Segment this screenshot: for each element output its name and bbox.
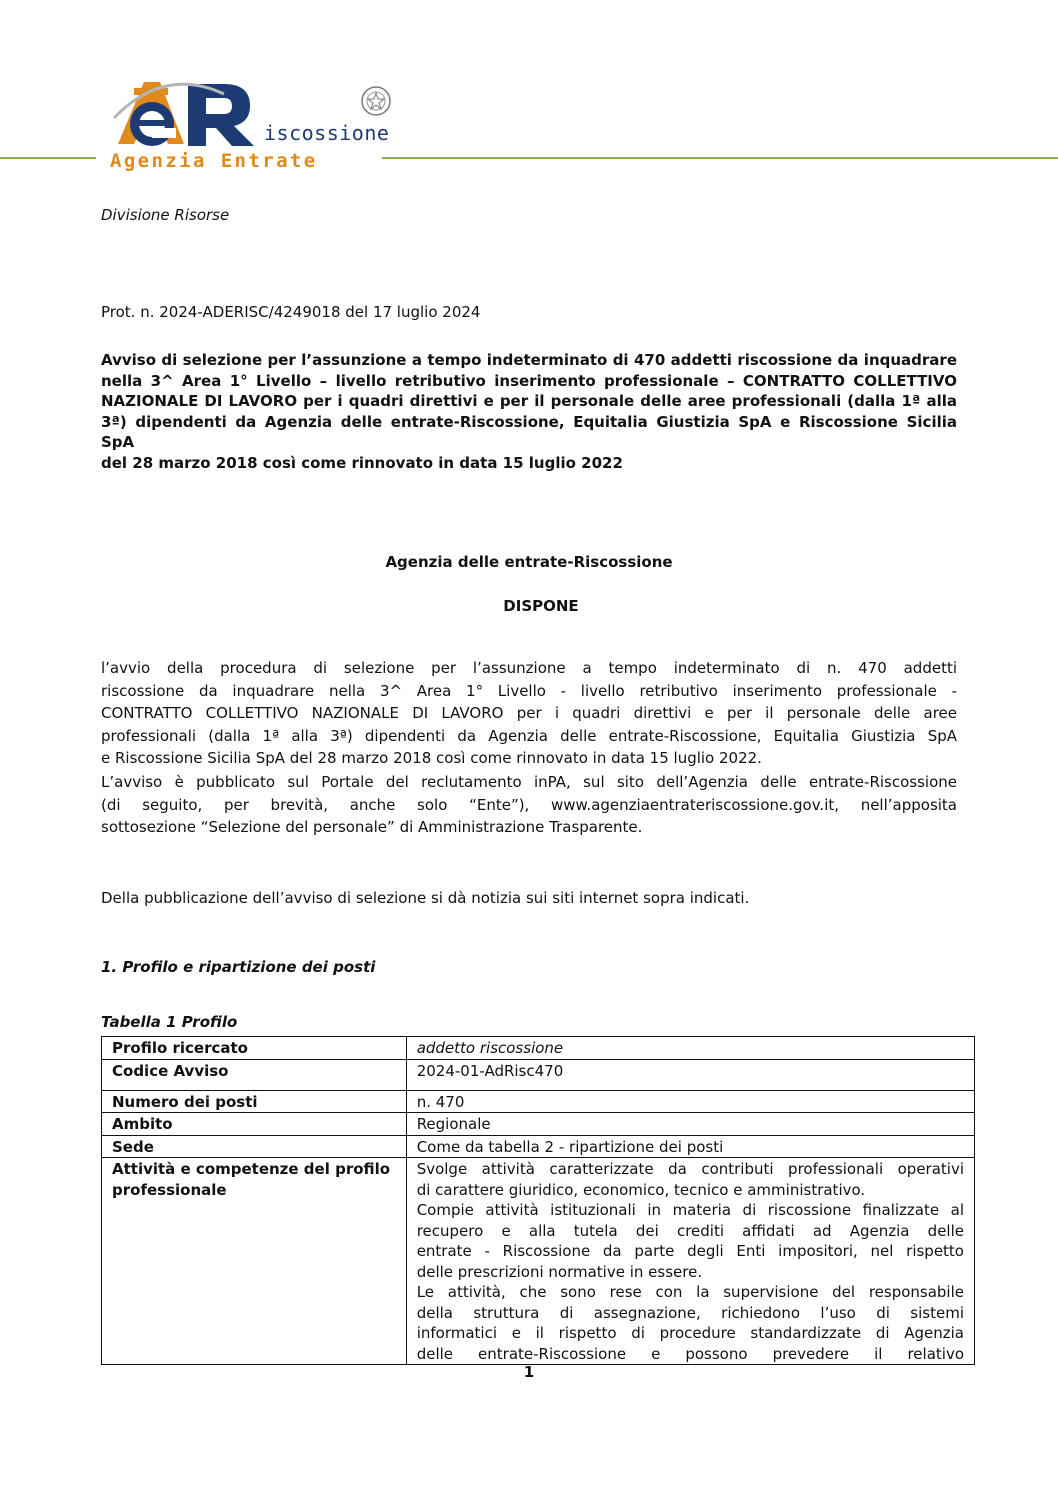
paragraph-line: riscossione da inquadrare nella 3^ Area 1° Livello - livello retributivo inserimento professionale - — [101, 681, 957, 700]
paragraph-line: (di seguito, per brevità, anche solo “Ente”), www.agenziaentrateriscossione.gov.it, nell’apposita — [101, 795, 957, 814]
paragraph-line: professionali (dalla 1ª alla 3ª) dipendenti da Agenzia delle entrate-Riscossione, Equitalia Giustizia SpA — [101, 726, 957, 745]
table-caption: Tabella 1 Profilo — [101, 1013, 238, 1031]
agency-logo — [104, 72, 390, 172]
activity-line: Svolge attività caratterizzate da contributi professionali operativi — [416, 1160, 964, 1178]
profile-table — [101, 1036, 975, 1365]
table-row — [102, 1135, 975, 1158]
protocol-number: Prot. n. 2024-ADERISC/4249018 del 17 luglio 2024 — [101, 303, 481, 321]
table-row — [102, 1090, 975, 1113]
table-key: Profilo ricercato — [102, 1037, 407, 1060]
table-row — [102, 1158, 975, 1365]
table-row — [102, 1037, 975, 1060]
activity-line: Le attività, che sono rese con la supervisione del responsabile — [416, 1283, 964, 1301]
paragraph-notice — [101, 887, 957, 910]
table-key: Numero dei posti — [102, 1090, 407, 1113]
paragraph-line: CONTRATTO COLLETTIVO NAZIONALE DI LAVORO per i quadri direttivi e per il personale delle aree — [101, 704, 957, 723]
table-value-activities — [406, 1158, 974, 1365]
subject-line: del 28 marzo 2018 così come rinnovato in data 15 luglio 2022 — [101, 453, 623, 472]
dispone-heading: DISPONE — [503, 597, 579, 615]
activity-line: informatici e il rispetto di procedure standardizzate di Agenzia — [416, 1324, 964, 1342]
page-number: 1 — [523, 1363, 535, 1381]
issuer-heading: Agenzia delle entrate-Riscossione — [385, 553, 673, 571]
table-value: addetto riscossione — [406, 1037, 974, 1060]
activity-line: recupero e alla tutela dei crediti affidati ad Agenzia delle — [416, 1221, 964, 1240]
paragraph-line: l’avvio della procedura di selezione per l’assunzione a tempo indeterminato di n. 470 addetti — [101, 659, 957, 677]
paragraph-line: sottosezione “Selezione del personale” di Amministrazione Trasparente. — [101, 818, 643, 837]
table-value: 2024-01-AdRisc470 — [406, 1059, 974, 1090]
paragraph-line: Della pubblicazione dell’avviso di selezione si dà notizia sui siti internet sopra indicati. — [101, 889, 750, 907]
table-key: Codice Avviso — [102, 1059, 407, 1090]
activity-line: entrate - Riscossione da parte degli Enti impositori, nel rispetto — [416, 1242, 964, 1260]
header-rule-left — [0, 157, 96, 159]
activity-line: delle entrate-Riscossione e possono prevedere il relativo — [416, 1344, 964, 1363]
paragraph-procedure — [101, 657, 957, 770]
table-key: Sede — [102, 1135, 407, 1158]
paragraph-publication — [101, 771, 957, 839]
table-key-line: professionale — [112, 1180, 227, 1199]
aer-logo-icon — [104, 72, 274, 152]
paragraph-line: L’avviso è pubblicato sul Portale del reclutamento inPA, sul sito dell’Agenzia delle entrate-Riscossione — [101, 773, 957, 791]
table-value: Regionale — [406, 1113, 974, 1136]
header-rule-right — [382, 157, 1058, 159]
notice-subject — [101, 350, 957, 474]
table-key-line: Attività e competenze del profilo — [112, 1160, 391, 1178]
table-value: Come da tabella 2 - ripartizione dei posti — [406, 1135, 974, 1158]
division-label: Divisione Risorse — [101, 206, 230, 224]
subject-line: nella 3^ Area 1° Livello – livello retributivo inserimento professionale – CONTRATTO COLLETTIVO — [101, 371, 957, 390]
subject-line: NAZIONALE DI LAVORO per i quadri direttivi e per il personale delle aree professionali (dalla 1ª alla — [101, 392, 957, 411]
table-key-activities — [102, 1158, 407, 1365]
subject-line: 3ª) dipendenti da Agenzia delle entrate-Riscossione, Equitalia Giustizia SpA e Riscossione Sicilia SpA — [101, 412, 957, 452]
activity-line: della struttura di assegnazione, richiedono l’uso di sistemi — [416, 1303, 964, 1322]
subject-line: Avviso di selezione per l’assunzione a tempo indeterminato di 470 addetti riscossione da inquadrare — [101, 351, 957, 369]
logo-text-riscossione: iscossione — [264, 121, 390, 145]
logo-text-agenzia-entrate: Agenzia Entrate — [110, 150, 318, 172]
section-title: 1. Profilo e ripartizione dei posti — [101, 958, 376, 976]
republic-emblem-icon — [360, 84, 392, 118]
activity-line: delle prescrizioni normative in essere. — [416, 1262, 703, 1281]
table-key: Ambito — [102, 1113, 407, 1136]
table-value: n. 470 — [406, 1090, 974, 1113]
table-row — [102, 1113, 975, 1136]
activity-line: di carattere giuridico, economico, tecnico e amministrativo. — [416, 1180, 866, 1199]
activity-line: Compie attività istituzionali in materia di riscossione finalizzate al — [416, 1201, 964, 1219]
table-row — [102, 1059, 975, 1090]
paragraph-line: e Riscossione Sicilia SpA del 28 marzo 2018 così come rinnovato in data 15 luglio 2022. — [101, 749, 762, 768]
